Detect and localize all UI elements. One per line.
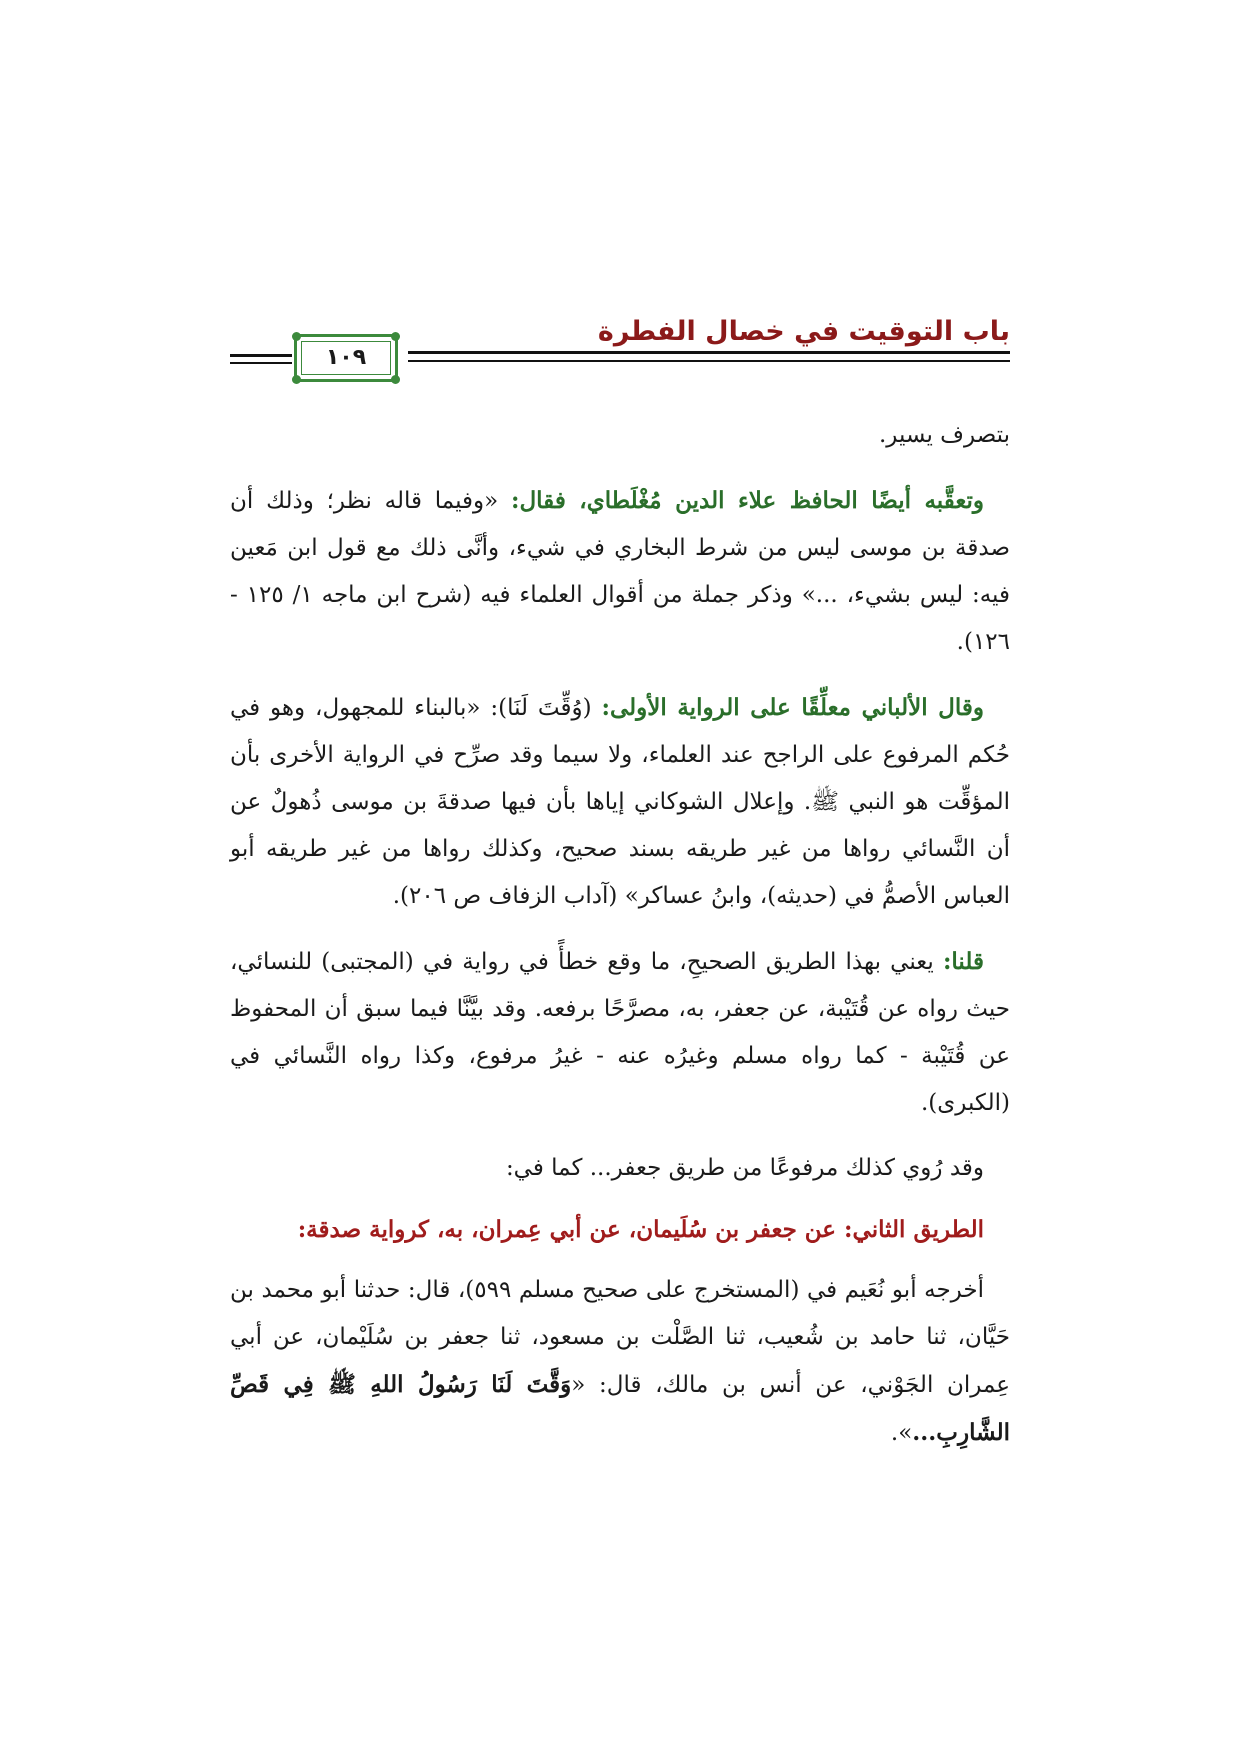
paragraph-text: وقد رُوي كذلك مرفوعًا من طريق جعفر... كما في: (505, 1155, 984, 1181)
page (230, 0, 1010, 1754)
paragraph (230, 477, 1010, 666)
paragraph-text: (وُقِّتَ لَنَا): «بالبناء للمجهول، وهو في حُكم المرفوع على الراجح عند العلماء، ولا سيما وقد صرِّح في الرواية الأخرى بأن المؤقِّت هو النبي ﷺ. وإعلال الشوكاني إياها بأن فيها صدقةَ بن موسى ذُهولٌ عن أن النَّسائي رواها من غير طريقه بسند صحيح، وكذلك رواها من غير طريقه أبو العباس الأصمُّ في (حديثه)، وابنُ عساكر» (آداب الزفاف ص ٢٠٦). (230, 695, 1010, 909)
paragraph (230, 1267, 1010, 1457)
paragraph-lead: وتعقَّبه أيضًا الحافظ علاء الدين مُغْلَطاي، فقال: (510, 487, 984, 514)
ornament-icon (292, 332, 301, 341)
header-rule (230, 354, 292, 357)
ornament-icon (292, 375, 301, 384)
hadith-quote: وَقَّتَ لَنَا رَسُولُ اللهِ ﷺ فِي قَصِّ الشَّارِبِ... (230, 1371, 1010, 1446)
section-heading: الطريق الثاني: عن جعفر بن سُلَيمان، عن أبي عِمران، به، كرواية صدقة: (297, 1216, 984, 1243)
paragraph (230, 412, 1010, 459)
paragraph (230, 684, 1010, 920)
paragraph-lead: قلنا: (942, 948, 984, 975)
ornament-icon (391, 332, 400, 341)
paragraph-text: ». (890, 1420, 913, 1446)
paragraph (230, 1145, 1010, 1192)
paragraph-text: بتصرف يسير. (879, 422, 1010, 448)
chapter-title: باب التوقيت في خصال الفطرة (597, 316, 1010, 347)
paragraph-text: أخرجه أبو نُعَيم في (المستخرج على صحيح مسلم ٥٩٩)، قال: حدثنا أبو محمد بن حَيَّان، ثنا حامد بن شُعيب، ثنا الصَّلْت بن مسعود، ثنا جعفر بن سُلَيْمان، عن أبي عِمران الجَوْني، عن أنس بن مالك، قال: « (230, 1277, 1010, 1398)
main-text (230, 412, 1010, 1475)
header-rule (408, 360, 1010, 362)
page-number-badge (294, 334, 398, 382)
paragraph-lead: وقال الألباني معلِّقًا على الرواية الأولى: (601, 694, 984, 721)
header-rule (408, 351, 1010, 354)
paragraph-text: «وفيما قاله نظر؛ وذلك أن صدقة بن موسى ليس من شرط البخاري في شيء، وأنَّى ذلك مع قول ابن مَعين فيه: ليس بشيء، ...» وذكر جملة من أقوال العلماء فيه (شرح ابن ماجه ١/ ١٢٥ - ١٢٦). (230, 488, 1010, 655)
page-header (230, 316, 1010, 396)
paragraph (230, 938, 1010, 1127)
ornament-icon (391, 375, 400, 384)
page-number: ١٠٩ (325, 345, 367, 370)
header-rule (230, 362, 292, 364)
paragraph-text: يعني بهذا الطريق الصحيحِ، ما وقع خطأً في رواية في (المجتبى) للنسائي، حيث رواه عن قُتَيْبة، عن جعفر، به، مصرَّحًا برفعه. وقد بيَّنَّا فيما سبق أن المحفوظ عن قُتَيْبة - كما رواه مسلم وغيرُه عنه - غيرُ مرفوع، وكذا رواه النَّسائي في (الكبرى). (230, 949, 1010, 1116)
